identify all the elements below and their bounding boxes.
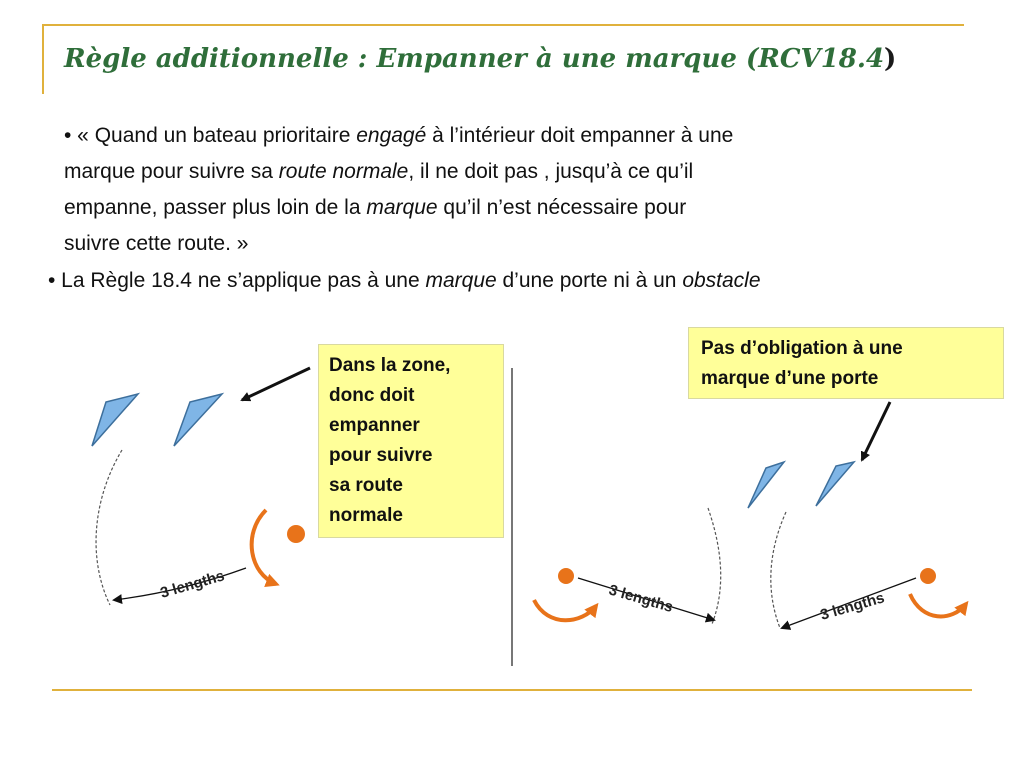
callout-line: marque d’une porte (701, 368, 879, 389)
sailing-track (771, 512, 786, 628)
quote-text: , il ne doit pas , jusqu’à ce qu’il (408, 160, 694, 183)
turn-arrow (910, 594, 966, 616)
quote-text: qu’il n’est nécessaire pour (437, 196, 687, 219)
callout-line: pour suivre (329, 445, 433, 466)
boat-icon (92, 394, 138, 446)
quote-term: marque (366, 196, 438, 219)
mark-buoy (558, 568, 574, 584)
turn-arrow (252, 510, 276, 584)
callout-gate-note (688, 327, 1004, 399)
callout-line: empanner (329, 415, 420, 436)
callout-line: sa route (329, 475, 403, 496)
quote-term: route normale (278, 160, 409, 183)
rule-note-text: d’une porte ni à un (496, 269, 683, 292)
page-title-text: Règle additionnelle : Empanner à une marque (RCV18.4 (64, 44, 885, 74)
turn-arrow (534, 600, 596, 620)
quote-text: marque pour suivre sa (64, 160, 279, 183)
page-title-paren: ) (884, 44, 897, 74)
mark-buoy (920, 568, 936, 584)
sailing-track (708, 508, 721, 624)
boat-icon (816, 462, 854, 506)
footer-rule (52, 689, 972, 691)
rule-note-text: • La Règle 18.4 ne s’applique pas à une (48, 269, 426, 292)
quote-text: empanne, passer plus loin de la (64, 196, 367, 219)
three-lengths-label: 3 lengths (158, 567, 227, 602)
mark-buoy (287, 525, 305, 543)
boat-icon (748, 462, 784, 508)
quote-text: • « Quand un bateau prioritaire (64, 124, 357, 147)
callout-pointer-arrow (242, 368, 310, 400)
three-lengths-label: 3 lengths (818, 589, 887, 624)
sailing-track (96, 450, 122, 605)
rule-quote-line-4: suivre cette route. » (64, 232, 249, 255)
rule-note-term: marque (425, 269, 497, 292)
three-lengths-label: 3 lengths (606, 581, 675, 616)
callout-zone-note (318, 344, 504, 538)
callout-line: Pas d’obligation à une (701, 338, 903, 359)
quote-term: engagé (356, 124, 427, 147)
callout-line: donc doit (329, 385, 415, 406)
rule-note-term: obstacle (682, 269, 761, 292)
callout-pointer-arrow (862, 402, 890, 460)
boat-icon (174, 394, 222, 446)
callout-line: Dans la zone, (329, 355, 451, 376)
quote-text: à l’intérieur doit empanner à une (426, 124, 734, 147)
callout-line: normale (329, 505, 403, 526)
